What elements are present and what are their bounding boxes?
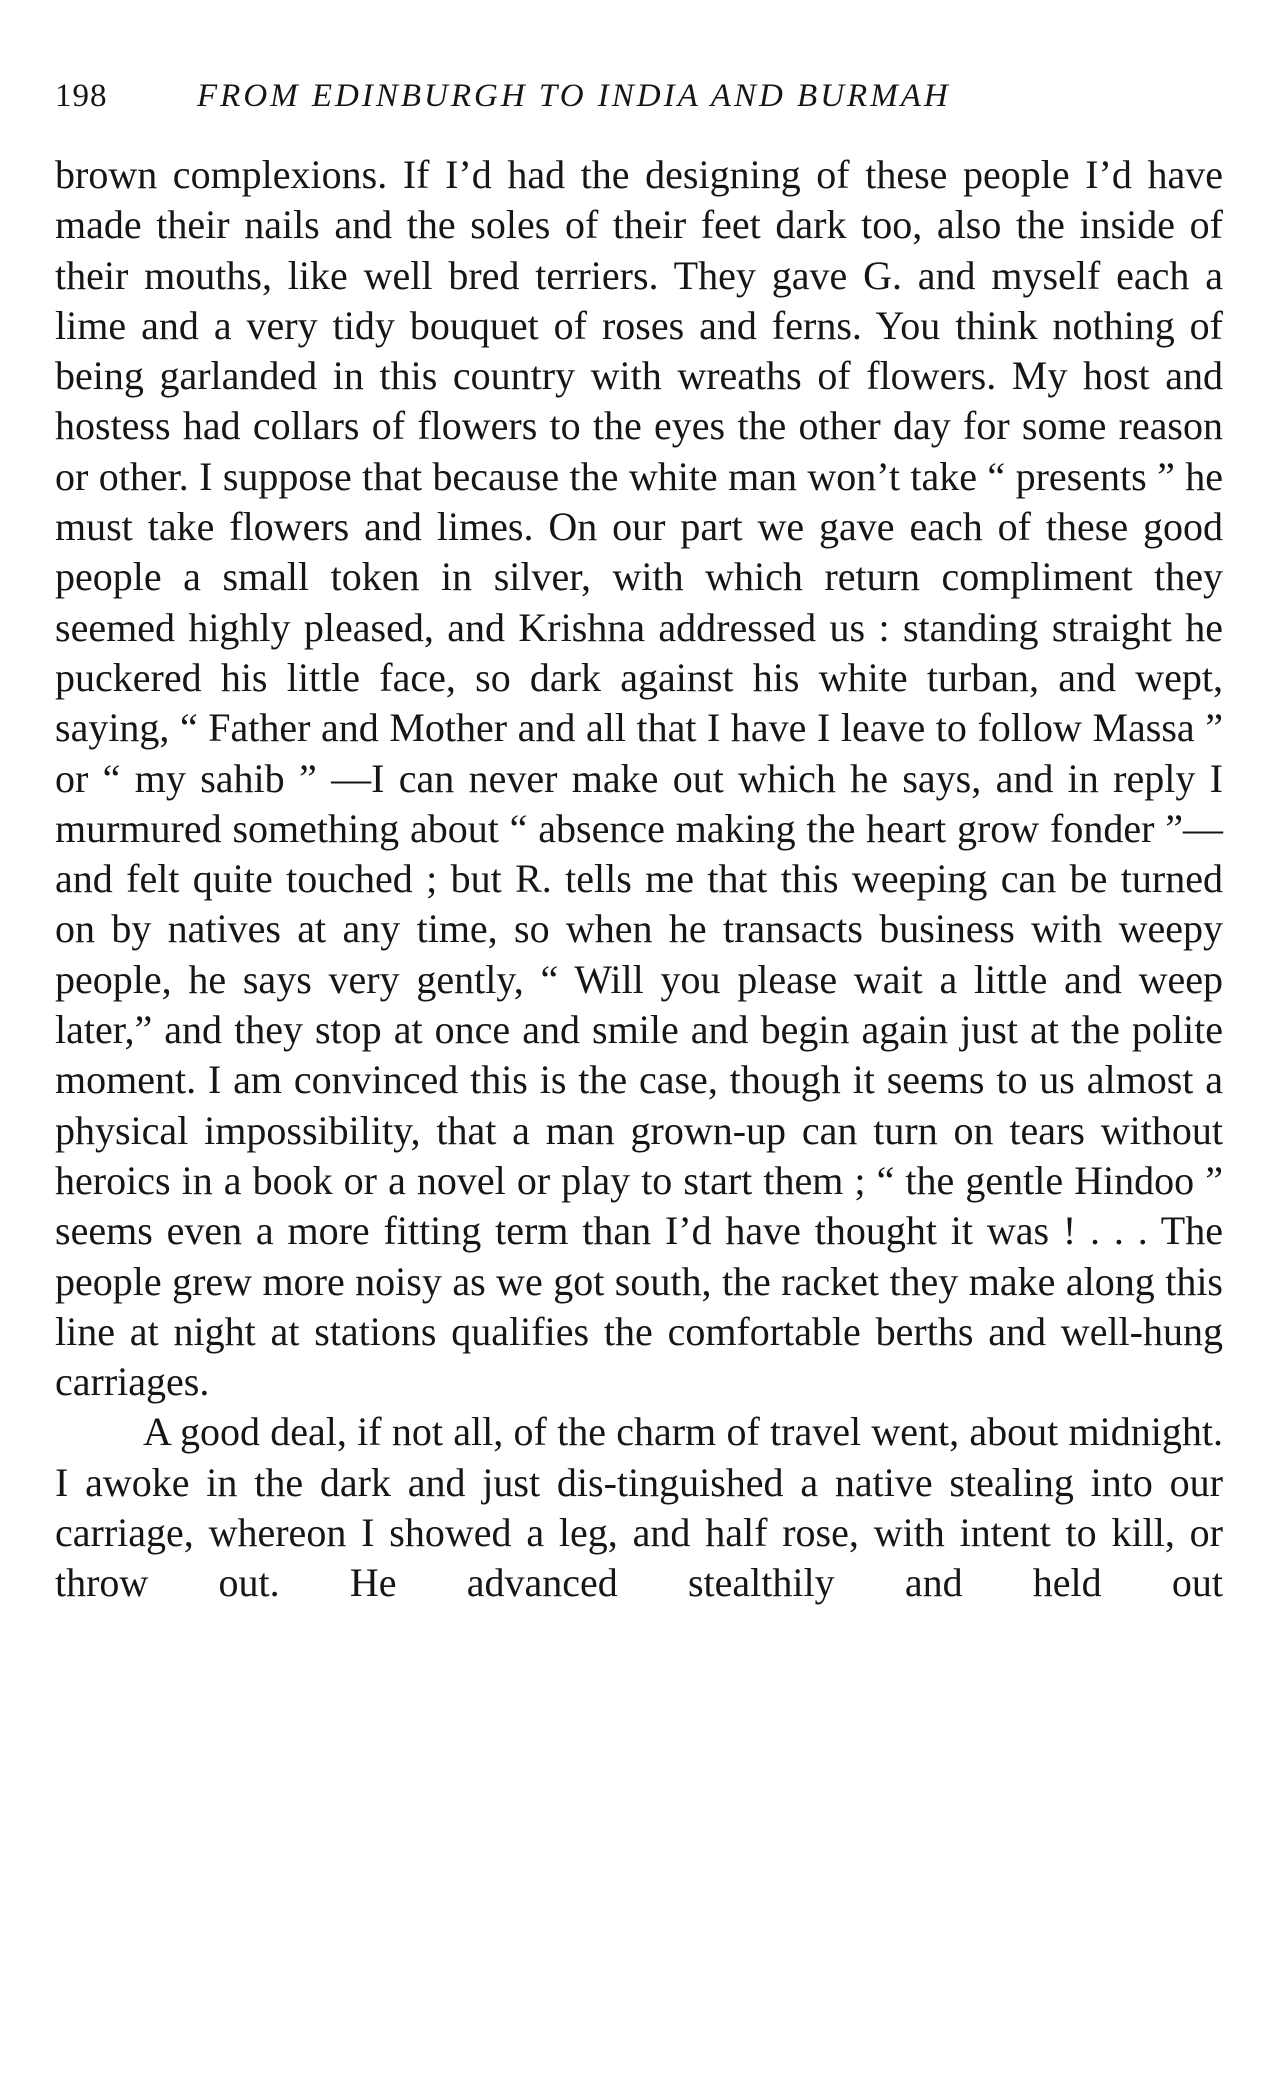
page-header <box>55 74 1235 118</box>
body-text <box>55 150 1223 1609</box>
running-title: FROM EDINBURGH TO INDIA AND BURMAH <box>197 78 951 114</box>
page-number: 198 <box>55 78 108 114</box>
paragraph-2: A good deal, if not all, of the charm of travel went, about midnight. I awoke in the dark and just dis-tinguished a native stealing into our carriage, whereon I showed a leg, and half rose, with intent to kill, or throw out. He advanced stealthily and held out <box>55 1409 1223 1606</box>
paragraph-1: brown complexions. If I’d had the designing of these people I’d have made their nails and the soles of their feet dark too, also the inside of their mouths, like well bred terriers. They gave G. and myself each a lime and a very tidy bouquet of roses and ferns. You think nothing of being garlanded in this country with wreaths of flowers. My host and hostess had collars of flowers to the eyes the other day for some reason or other. I suppose that because the white man won’t take “ presents ” he must take flowers and limes. On our part we gave each of these good people a small token in silver, with which return compliment they seemed highly pleased, and Krishna addressed us : standing straight he puckered his little face, so dark against his white turban, and wept, saying, “ Father and Mother and all that I have I leave to follow Massa ” or “ my sahib ” —I can never make out which he says, and in reply I murmured something about “ absence making the heart grow fonder ”—and felt quite touched ; but R. tells me that this weeping can be turned on by natives at any time, so when he transacts business with weepy people, he says very gently, “ Will you please wait a little and weep later,” and they stop at once and smile and begin again just at the polite moment. I am convinced this is the case, though it seems to us almost a physical impossibility, that a man grown-up can turn on tears without heroics in a book or a novel or play to start them ; “ the gentle Hindoo ” seems even a more fitting term than I’d have thought it was ! . . . The people grew more noisy as we got south, the racket they make along this line at night at stations qualifies the comfortable berths and well-hung carriages. <box>55 152 1223 1405</box>
